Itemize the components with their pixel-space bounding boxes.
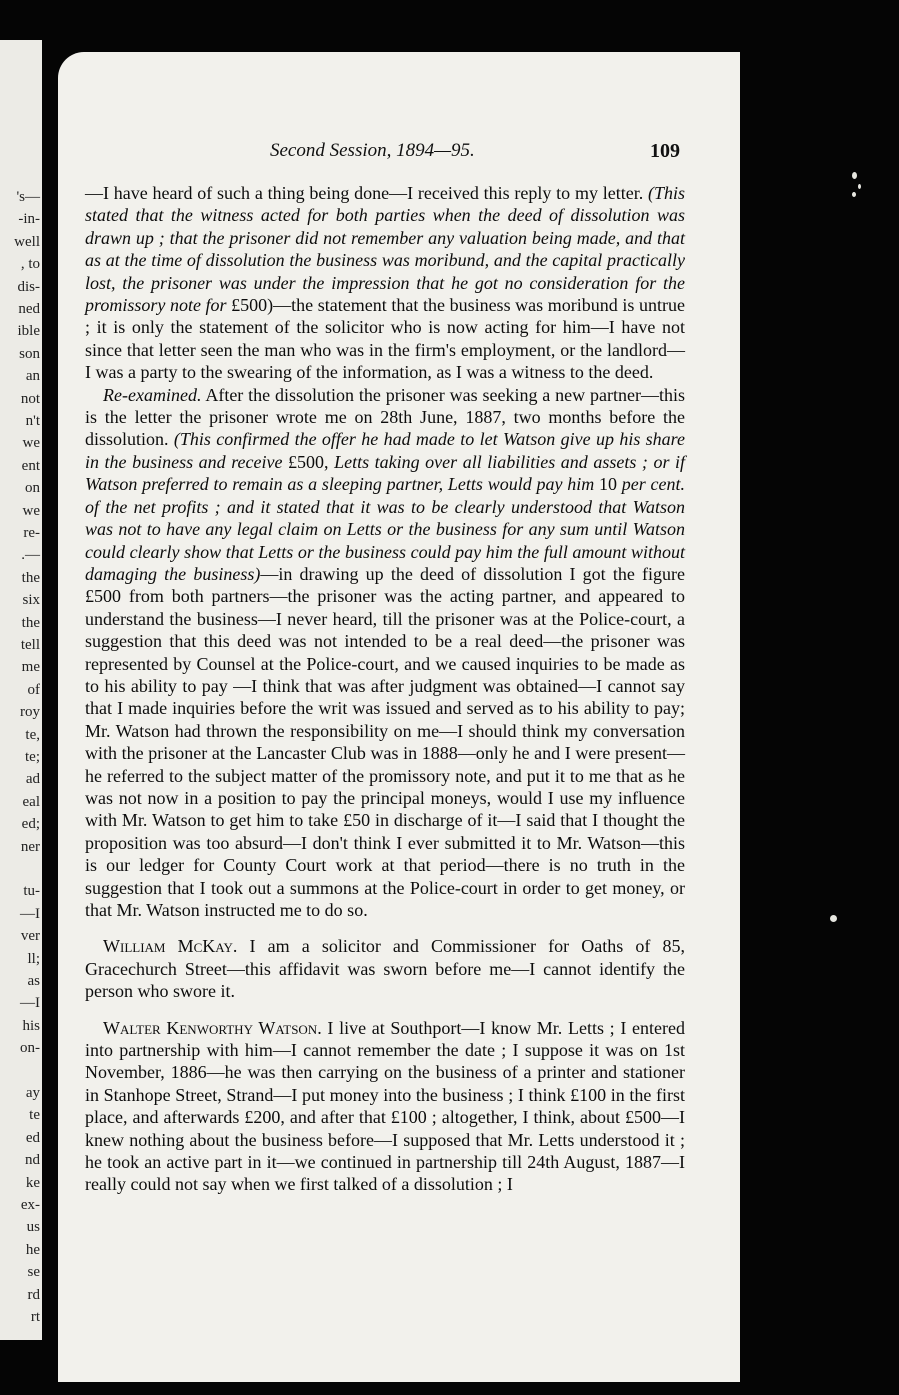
paragraph-continued — [85, 182, 685, 384]
facing-page-fragment: well — [14, 233, 40, 250]
facing-page-fragment: we — [22, 502, 40, 519]
witness-name: Walter Kenworthy Watson. — [103, 1017, 322, 1038]
facing-page-fragment: us — [26, 1219, 40, 1236]
facing-page-fragment: of — [27, 681, 40, 698]
text-run: —I have heard of such a thing being done—I received this reply to my letter. — [85, 183, 648, 203]
facing-page-fragment: rt — [30, 1309, 40, 1325]
facing-page-fragment: .— — [21, 547, 40, 564]
text-run: I live at Southport—I know Mr. Letts ; I entered into partnership with him—I cannot remember the date ; I suppose it was on 1st November, 1886—he was then carrying on the business of a printer and stationer in Stanhope Street, Strand—I put money into the business ; I think £100 in the first place, and afterwards £200, and after that £100 ; altogether, I think, about £500—I knew nothing about the business before—I supposed that Mr. Letts understood it ; he took an active part in it—we continued in partnership till 24th August, 1887—I really could not say when we first talked of a dissolution ; I — [85, 1017, 685, 1195]
facing-page-fragment: as — [27, 973, 40, 989]
page-header — [58, 140, 740, 166]
facing-page-fragment: ver — [20, 928, 40, 945]
facing-page-fragment: we — [22, 435, 40, 452]
facing-page-fragment: ll; — [27, 950, 40, 967]
italic-note: (This stated that the witness acted for both parties when the deed of dissolution was drawn up ; that the prisoner did not remember any valuation being made, and that as at the time of dissolution the business was moribund, and the capital practically lost, the prisoner was under the impression that he got no consideration for the promissory note for — [85, 183, 685, 316]
paragraph-walter-watson — [85, 1017, 685, 1196]
dust-speck — [852, 192, 856, 197]
re-examined-label: Re-examined. — [103, 384, 202, 405]
paragraph-re-examined — [85, 384, 685, 922]
text-run: After the dissolution the prisoner was seeking a new partner—this is the letter the prisoner wrote me on 28th June, 1887, two months before the dissolution. — [85, 384, 685, 450]
facing-page-fragment: te — [29, 1107, 40, 1124]
facing-page-fragment: te; — [25, 749, 40, 765]
facing-page-fragment: me — [21, 659, 40, 676]
facing-page-fragment: —I — [20, 905, 40, 922]
text-run: —in drawing up the deed of dissolution I got the figure £500 from both partners—the prisoner was the acting partner, and appeared to understand the business—I never heard, till the prisoner was at the Police-court, a suggestion that this deed was not intended to be a real deed—the prisoner was represented by Counsel at the Police-court, and we caused inquiries to be made as to his ability to pay —I think that was after judgment was obtained—I cannot say that I made inquiries before the writ was issued and served as to his ability to pay; Mr. Watson had thrown the responsibility on me—I should think my conversation with the prisoner at the Lancaster Club was in 1888—only he and I were present—he referred to the subject matter of the promissory note, and put it to me that as he was not now in a position to pay the principal moneys, would I use my influence with Mr. Watson to get him to take £50 in discharge of it—I said that I thought the proposition was too absurd—I don't think I ever submitted it to Mr. Watson—this is our ledger for County Court work at that period—there is no truth in the suggestion that I took out a summons at the Police-court in order to get money, or that Mr. Watson instructed me to do so. — [85, 563, 685, 920]
facing-page-fragment: ad — [25, 771, 40, 788]
facing-page-fragment: his — [22, 1017, 40, 1034]
facing-page-fragment: son — [19, 345, 40, 362]
facing-page-fragment: ex- — [20, 1197, 40, 1213]
facing-page-fragment: tu- — [23, 883, 40, 900]
facing-page-fragment: ible — [17, 323, 40, 340]
facing-page-fragment: the — [21, 614, 40, 631]
facing-page-fragment: n't — [25, 413, 40, 429]
facing-page-fragment: 's— — [16, 189, 40, 205]
facing-page-fragment: the — [21, 569, 40, 586]
italic-note: (This confirmed the offer he had made to let Watson give up his share in the business and receive — [85, 429, 686, 472]
facing-page-fragment: dis- — [17, 278, 40, 295]
facing-page-fragment: tell — [20, 637, 40, 653]
facing-page-fragment: on- — [20, 1040, 40, 1057]
facing-page-fragment: -in- — [18, 211, 40, 228]
facing-page-fragment: an — [25, 368, 40, 385]
facing-page-fragment: roy — [20, 704, 40, 721]
paragraph-william-mckay — [85, 935, 685, 1002]
text-run: £500) — [231, 295, 274, 316]
dust-speck — [852, 172, 857, 179]
facing-page-fragment: , to — [20, 256, 40, 273]
facing-page-fragment: ent — [21, 457, 40, 474]
witness-name: William McKay. — [103, 936, 238, 957]
facing-page-fragment: ed — [25, 1129, 40, 1146]
page-number: 109 — [650, 140, 680, 162]
facing-page-fragment: he — [25, 1241, 40, 1258]
facing-page-fragment: rd — [27, 1286, 40, 1303]
margin-specks — [830, 170, 870, 970]
italic-note: Letts taking over all liabilities and assets ; or if Watson preferred to remain as a sleeping partner, Letts would pay him — [85, 451, 686, 495]
facing-page-fragment: six — [22, 592, 40, 609]
page-body — [85, 182, 685, 1196]
facing-page-fragment: —I — [20, 995, 40, 1012]
facing-page-fragment: te, — [25, 726, 40, 743]
facing-page-fragment: nd — [25, 1152, 40, 1169]
text-run: —the statement that the business was moribund is untrue ; it is only the statement of the solicitor who is now acting for him—I have not since that letter seen the man who was in the firm's employment, or the landlord—I was a party to the swearing of the information, as I was a witness to the deed. — [85, 295, 685, 383]
italic-note: per cent. of the net profits ; and it stated that it was to be clearly understood that Watson was not to have any legal claim on Letts or the business for any sum until Watson could clearly show that Letts or the business could pay him the full amount without damaging the business) — [85, 474, 685, 584]
facing-page-fragment: ay — [25, 1085, 40, 1101]
book-page — [58, 52, 740, 1382]
facing-page-fragment: ner — [20, 838, 40, 855]
facing-page-fragment: eal — [22, 793, 40, 810]
facing-page-fragment: ed; — [21, 816, 40, 833]
facing-page-edge — [0, 40, 42, 1340]
dust-speck — [858, 184, 861, 189]
dust-speck — [830, 915, 837, 922]
facing-page-fragment: ned — [18, 301, 40, 317]
text-run: I am a solicitor and Commissioner for Oaths of 85, Gracechurch Street—this affidavit was sworn before me—I cannot identify the person who swore it. — [85, 936, 686, 1002]
facing-page-fragment: not — [20, 390, 40, 407]
facing-page-fragment: on — [25, 480, 40, 497]
facing-page-fragment: ke — [25, 1174, 40, 1191]
facing-page-fragment: se — [27, 1264, 40, 1281]
facing-page-fragment: re- — [23, 525, 40, 541]
text-run: 10 — [598, 474, 617, 495]
text-run: £500, — [288, 451, 329, 472]
running-title: Second Session, 1894—95. — [270, 140, 475, 161]
